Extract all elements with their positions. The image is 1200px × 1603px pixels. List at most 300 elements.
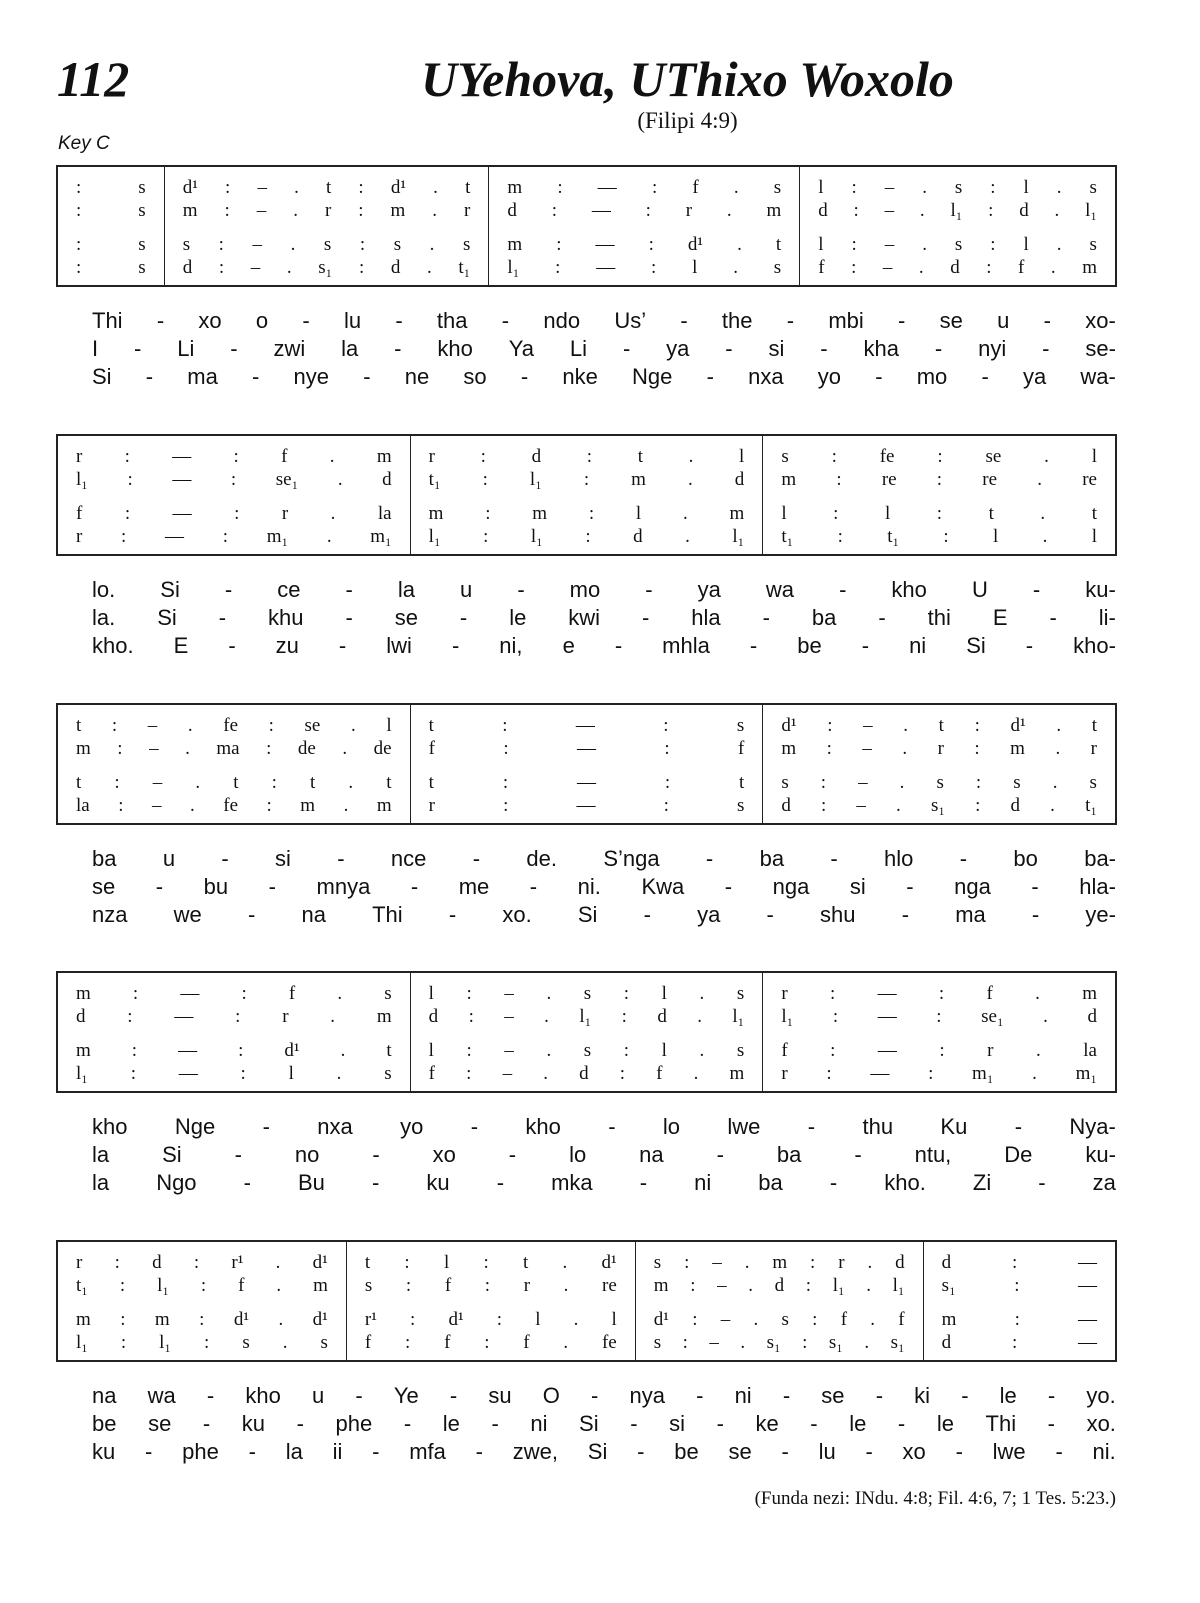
lyric-syllable: u (311, 1383, 325, 1408)
note-token: f (444, 1275, 452, 1296)
note-token: la (377, 503, 392, 524)
lyric-syllable: - (224, 577, 233, 602)
note-token: : (986, 257, 992, 278)
note-token: . (294, 177, 299, 198)
note-token: : (483, 526, 489, 547)
lyric-syllable: se (394, 605, 418, 630)
lyric-syllable: yo (817, 364, 841, 389)
lyric-syllable: se (148, 1411, 172, 1436)
note-token: : (974, 738, 980, 759)
note-token: l (739, 446, 745, 467)
note-token: . (919, 200, 925, 221)
note-token: s (736, 983, 745, 1004)
note-token: m (1082, 257, 1097, 278)
note-token: t (739, 772, 745, 793)
note-token: . (546, 983, 552, 1004)
note-token: : (836, 469, 842, 490)
measure (924, 1242, 1115, 1360)
soprano-notes (781, 714, 1097, 737)
note-token: . (1056, 234, 1062, 255)
alto-notes (429, 737, 745, 760)
lyric-syllable: - (830, 846, 838, 871)
lyric-syllable: ce (277, 577, 301, 602)
note-token: : (199, 1309, 205, 1330)
note-token: — (178, 1040, 198, 1061)
note-token: : (238, 1040, 244, 1061)
note-token: m (653, 1275, 669, 1296)
note-token: : (1014, 1275, 1020, 1296)
note-token: : (271, 772, 277, 793)
lyric-syllable: bu (203, 874, 229, 899)
note-token: : (124, 446, 130, 467)
lyric-syllable: xo- (1085, 308, 1116, 333)
measure (411, 705, 764, 823)
lyric-syllable: - (696, 1383, 704, 1408)
lyric-syllable: Ngo (156, 1170, 197, 1195)
note-token: . (1055, 738, 1061, 759)
lyric-syllable: ki (914, 1383, 931, 1408)
note-token: . (340, 1040, 346, 1061)
lyric-syllable: - (248, 1439, 256, 1464)
measure (489, 167, 800, 285)
note-token: : (130, 1063, 136, 1084)
note-token: – (149, 738, 159, 759)
note-token: s₁ (890, 1332, 905, 1353)
note-token: : (124, 503, 131, 524)
note-token: s (138, 257, 146, 278)
soprano-notes (365, 1251, 617, 1274)
note-token: – (256, 200, 267, 221)
note-token: t₁ (781, 526, 794, 547)
lyric-syllable: - (608, 1114, 616, 1139)
measure (763, 705, 1115, 823)
measure (58, 973, 411, 1091)
soprano-notes (76, 982, 392, 1005)
note-token: : (585, 526, 591, 547)
note-token: : (118, 795, 124, 816)
lyric-syllable: nce (390, 846, 427, 871)
note-token: : (586, 446, 593, 467)
note-token: m (313, 1275, 328, 1296)
lyric-syllable: Ku (940, 1114, 968, 1139)
note-token: s (954, 177, 963, 198)
note-token: — (877, 983, 897, 1004)
lyric-syllable: ma (955, 902, 986, 927)
lyric-line-verse-2 (92, 604, 1116, 632)
note-token: s (1089, 177, 1097, 198)
note-token: d (507, 200, 517, 221)
lyric-syllable: si (849, 874, 866, 899)
note-token: — (1077, 1275, 1097, 1296)
lyric-syllable: Ya (508, 336, 535, 361)
lyric-syllable: - (470, 1114, 479, 1139)
note-token: m (772, 1252, 788, 1273)
note-token: f (781, 1040, 788, 1061)
note-token: r (428, 795, 435, 816)
note-token: . (744, 1252, 750, 1273)
note-token: – (884, 200, 895, 221)
lyric-syllable: - (296, 1411, 304, 1436)
lyric-syllable: le (849, 1411, 867, 1436)
lyric-line-verse-1 (92, 307, 1116, 335)
lyric-syllable: - (243, 1170, 251, 1195)
lyric-syllable: - (394, 336, 402, 361)
note-token: s (736, 715, 745, 736)
note-token: : (117, 738, 123, 759)
note-token: — (877, 1006, 897, 1027)
soprano-notes (429, 982, 745, 1005)
lyric-syllable: xo (198, 308, 222, 333)
soprano-notes (781, 445, 1097, 468)
note-token: . (1054, 200, 1060, 221)
lyric-syllable: kho. (884, 1170, 926, 1195)
lyric-syllable: - (906, 874, 914, 899)
note-token: se (985, 446, 1002, 467)
note-token: d¹ (233, 1309, 250, 1330)
lyric-syllable: nga (954, 874, 991, 899)
lyric-syllable: phe (182, 1439, 219, 1464)
lyric-syllable: hlo (884, 846, 914, 871)
note-token: : (358, 257, 365, 278)
measure (763, 436, 1115, 554)
note-token: : (820, 795, 827, 816)
lyric-syllable: la (397, 577, 415, 602)
lyric-syllable: nke (562, 364, 598, 389)
measure (636, 1242, 924, 1360)
note-token: r (987, 1040, 994, 1061)
measure (58, 705, 411, 823)
lyric-syllable: - (496, 1170, 505, 1195)
note-token: : (810, 1252, 816, 1273)
lyric-syllable: e (562, 633, 575, 658)
lyric-syllable: lu (343, 308, 362, 333)
note-token: : (483, 1252, 489, 1273)
lyric-syllable: xo. (1086, 1411, 1116, 1436)
note-token: t (938, 715, 944, 736)
note-token: — (870, 1063, 890, 1084)
soprano-notes (76, 176, 146, 199)
lyric-syllable: se (821, 1383, 845, 1408)
lyric-syllable: Thi (372, 902, 403, 927)
note-token: : (240, 1063, 246, 1084)
lyric-syllable: no (294, 1142, 320, 1167)
note-token: . (733, 257, 738, 278)
note-token: fe (601, 1332, 617, 1353)
note-token: : (551, 200, 558, 221)
note-token: — (1077, 1332, 1097, 1353)
note-token: : (645, 200, 651, 221)
bass-notes (781, 794, 1097, 817)
note-token: s (736, 795, 745, 816)
note-token: m (182, 200, 198, 221)
lyric-syllable: - (614, 633, 623, 658)
note-token: . (326, 526, 332, 547)
note-token: d¹ (390, 177, 407, 198)
lyric-syllable: Kwa (641, 874, 685, 899)
note-token: se₁ (275, 469, 299, 490)
note-token: : (936, 503, 943, 524)
lyric-syllable: - (861, 633, 870, 658)
lyric-syllable: me (458, 874, 490, 899)
lyrics-block (92, 1113, 1116, 1197)
note-token: . (903, 715, 908, 736)
lyric-syllable: we (173, 902, 202, 927)
alto-notes (76, 468, 392, 491)
note-token: m (1010, 738, 1025, 759)
lyric-syllable: Si (157, 605, 177, 630)
lyric-syllable: - (934, 336, 943, 361)
note-token: t (465, 177, 471, 198)
tenor-notes (76, 233, 146, 256)
note-token: s (781, 446, 789, 467)
note-token: : (503, 738, 509, 759)
measure (58, 436, 411, 554)
note-token: — (576, 795, 596, 816)
tenor-notes (818, 233, 1097, 256)
note-token: . (563, 1275, 569, 1296)
lyric-syllable: lo (662, 1114, 681, 1139)
note-token: f (238, 1275, 245, 1296)
lyric-syllable: - (221, 846, 229, 871)
tenor-notes (507, 233, 781, 256)
lyric-syllable: si (768, 336, 785, 361)
note-token: : (359, 234, 366, 255)
lyric-syllable: Si (162, 1142, 182, 1167)
note-token: : (619, 1063, 626, 1084)
note-token: : (76, 200, 82, 221)
note-token: – (862, 738, 872, 759)
note-token: . (432, 200, 438, 221)
tenor-notes (781, 771, 1097, 794)
lyric-syllable: hla- (1079, 874, 1116, 899)
lyric-syllable: Si (966, 633, 986, 658)
note-token: . (293, 200, 298, 221)
lyric-syllable: - (829, 1170, 838, 1195)
tenor-notes (76, 1308, 328, 1331)
note-token: f (986, 983, 993, 1004)
lyric-syllable: ni (530, 1411, 548, 1436)
bass-notes (781, 1062, 1097, 1085)
note-token: : (833, 503, 839, 524)
tenor-notes (942, 1308, 1097, 1331)
note-token: : (480, 446, 486, 467)
lyric-syllable: - (1047, 1383, 1056, 1408)
lyric-syllable: - (781, 1439, 789, 1464)
lyric-syllable: - (786, 308, 795, 333)
lyric-syllable: ni. (577, 874, 601, 899)
soprano-notes (818, 176, 1097, 199)
lyric-syllable: ii (332, 1439, 343, 1464)
note-token: m (507, 234, 523, 255)
lyric-syllable: - (134, 336, 142, 361)
lyric-syllable: - (961, 1383, 969, 1408)
alto-notes (781, 1005, 1097, 1028)
note-token: f (428, 1063, 435, 1084)
note-token: : (820, 772, 827, 793)
note-token: : (127, 1006, 133, 1027)
note-token: l₁ (579, 1006, 592, 1027)
note-token: . (693, 1063, 699, 1084)
note-token: . (870, 1309, 876, 1330)
note-token: s (583, 1040, 592, 1061)
note-token: m (390, 200, 406, 221)
note-token: m (154, 1309, 170, 1330)
note-token: : (466, 1063, 472, 1084)
note-token: l (386, 715, 392, 736)
lyric-syllable: - (302, 308, 310, 333)
note-token: d (633, 526, 643, 547)
note-token: d¹ (284, 1040, 300, 1061)
note-token: s (736, 1040, 745, 1061)
lyric-syllable: lwe (727, 1114, 761, 1139)
note-token: : (76, 257, 82, 278)
note-token: d¹ (448, 1309, 464, 1330)
lyric-syllable: wa (765, 577, 795, 602)
lyric-syllable: be (92, 1411, 117, 1436)
lyric-syllable: - (517, 577, 525, 602)
note-token: . (699, 983, 705, 1004)
soprano-notes (942, 1251, 1097, 1274)
lyric-syllable: - (706, 364, 714, 389)
lyric-syllable: - (337, 846, 345, 871)
note-token: : (826, 738, 832, 759)
note-token: l₁ (157, 1275, 169, 1296)
lyric-syllable: - (1031, 874, 1039, 899)
lyric-syllable: - (520, 364, 529, 389)
lyric-syllable: - (716, 1142, 724, 1167)
note-token: m (507, 177, 523, 198)
note-token: . (330, 503, 336, 524)
lyric-syllable: so (463, 364, 487, 389)
note-token: s (364, 1275, 373, 1296)
lyric-syllable: lo (569, 1142, 587, 1167)
note-token: – (717, 1275, 727, 1296)
hymn-title: UYehova, UThixo Woxolo (421, 51, 954, 107)
lyric-syllable: ni. (1092, 1439, 1116, 1464)
note-token: : (583, 469, 590, 490)
note-token: d (734, 469, 745, 490)
note-token: l (611, 1309, 617, 1330)
lyric-syllable: Si (160, 577, 180, 602)
note-token: : (502, 772, 509, 793)
lyric-syllable: - (705, 846, 714, 871)
note-token: t (76, 715, 82, 736)
note-token: . (282, 1332, 288, 1353)
alto-notes (654, 1274, 905, 1297)
bass-notes (183, 256, 471, 279)
note-token: s (653, 1252, 662, 1273)
note-token: t (988, 503, 994, 524)
alto-notes (76, 199, 146, 222)
note-token: — (575, 715, 595, 736)
note-token: : (975, 772, 982, 793)
note-token: t (233, 772, 239, 793)
note-token: : (1014, 1309, 1020, 1330)
lyrics-block (92, 1382, 1116, 1466)
lyric-syllable: lwe (992, 1439, 1026, 1464)
lyric-syllable: - (839, 577, 847, 602)
lyric-syllable: wa (147, 1383, 176, 1408)
note-token: l (781, 503, 787, 524)
bass-notes (429, 1062, 745, 1085)
note-token: l (818, 177, 824, 198)
lyric-syllable: zwi (273, 336, 306, 361)
note-token: s₁ (941, 1275, 956, 1296)
lyric-syllable: za (1092, 1170, 1116, 1195)
note-token: m (300, 795, 316, 816)
note-token: . (563, 1332, 569, 1353)
lyric-line-verse-2 (92, 1141, 1116, 1169)
note-token: s (1089, 234, 1097, 255)
music-system (56, 971, 1117, 1093)
lyric-line-verse-3 (92, 901, 1116, 929)
lyric-syllable: kho (525, 1114, 561, 1139)
note-token: : (235, 1006, 241, 1027)
lyric-syllable: mbi (828, 308, 864, 333)
note-token: . (753, 1309, 759, 1330)
note-token: : (812, 1309, 818, 1330)
note-token: . (1037, 469, 1042, 490)
lyric-syllable: thi (927, 605, 951, 630)
note-token: . (1044, 446, 1049, 467)
bass-notes (76, 525, 392, 548)
lyric-syllable: - (372, 1439, 380, 1464)
lyric-line-verse-3 (92, 632, 1116, 660)
lyric-syllable: zu (275, 633, 299, 658)
note-token: l₁ (159, 1332, 172, 1353)
note-token: . (290, 234, 296, 255)
note-token: m (781, 738, 797, 759)
measure (58, 1242, 347, 1360)
note-token: d¹ (781, 715, 797, 736)
lyric-syllable: - (508, 1142, 517, 1167)
note-token: l₁ (781, 1006, 794, 1027)
note-token: s₁ (766, 1332, 781, 1353)
note-token: – (502, 1063, 513, 1084)
lyric-syllable: - (338, 633, 347, 658)
note-token: r (282, 1006, 289, 1027)
lyric-syllable: ba (758, 1170, 783, 1195)
lyric-syllable: - (645, 577, 653, 602)
lyric-syllable: - (448, 902, 457, 927)
lyric-syllable: - (639, 1170, 648, 1195)
note-token: s (462, 234, 471, 255)
note-token: : (805, 1275, 812, 1296)
note-token: d¹ (182, 177, 198, 198)
note-token: : (405, 1332, 411, 1353)
note-token: m₁ (266, 526, 289, 547)
note-token: re (982, 469, 998, 490)
music-system (56, 165, 1117, 287)
note-token: d (1019, 200, 1029, 221)
note-token: . (195, 772, 201, 793)
note-token: . (342, 738, 348, 759)
lyric-syllable: Thi (985, 1411, 1017, 1436)
note-token: m₁ (972, 1063, 994, 1084)
note-token: : (1011, 1332, 1018, 1353)
note-token: – (882, 257, 893, 278)
note-token: t (325, 177, 332, 198)
lyric-syllable: - (268, 874, 276, 899)
note-token: : (990, 177, 996, 198)
lyric-syllable: ye- (1085, 902, 1116, 927)
note-token: s (138, 200, 146, 221)
note-token: r (838, 1252, 845, 1273)
soprano-notes (781, 982, 1097, 1005)
lyric-syllable: tha (436, 308, 468, 333)
note-token: . (350, 715, 356, 736)
note-token: : (623, 1040, 630, 1061)
